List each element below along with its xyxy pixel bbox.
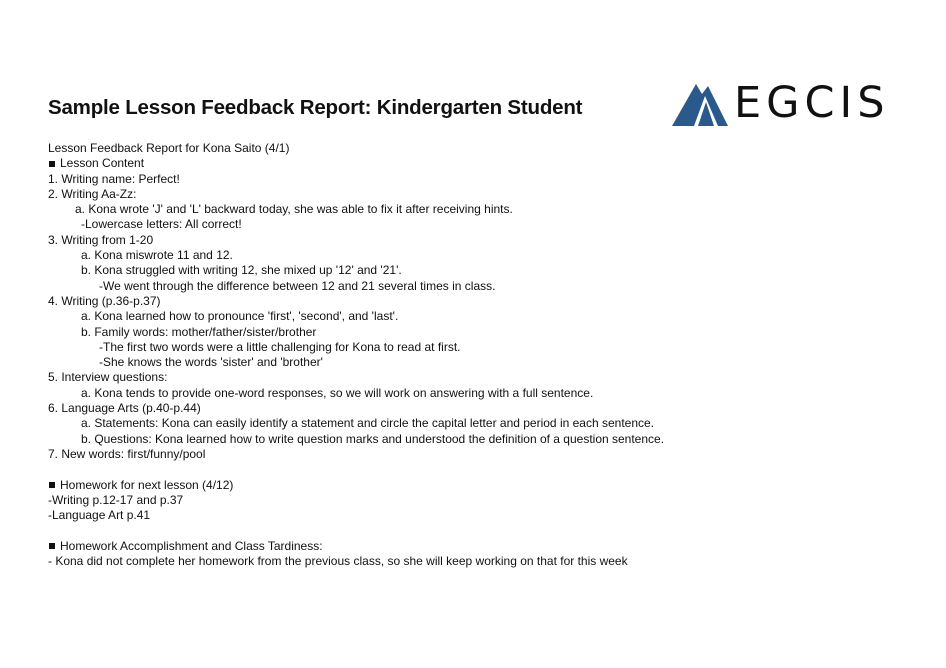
egcis-logo — [672, 80, 902, 128]
list-item: - Kona did not complete her homework from the previous class, so she will keep working on that for this week — [48, 554, 628, 569]
report-body — [48, 141, 908, 569]
square-bullet-icon — [49, 482, 55, 488]
list-item: b. Family words: mother/father/sister/brother — [81, 324, 317, 339]
list-item: 1. Writing name: Perfect! — [48, 171, 180, 186]
list-item: 4. Writing (p.36-p.37) — [48, 293, 161, 308]
list-item: 3. Writing from 1-20 — [48, 232, 154, 247]
list-item: -We went through the difference between 12 and 21 several times in class. — [99, 278, 496, 293]
page-title: Sample Lesson Feedback Report: Kindergarten Student — [48, 96, 583, 119]
section-homework: Homework for next lesson (4/12) — [48, 478, 908, 493]
section-lesson-content: Lesson Content — [48, 156, 908, 171]
list-item: a. Kona tends to provide one-word responses, so we will work on answering with a full sentence. — [81, 385, 594, 400]
list-item: a. Statements: Kona can easily identify a statement and circle the capital letter and period in each sentence. — [81, 416, 655, 431]
section-homework-accomplishment: Homework Accomplishment and Class Tardiness: — [48, 539, 908, 554]
list-item: 2. Writing Aa-Zz: — [48, 186, 137, 201]
list-item: -She knows the words 'sister' and 'brother' — [99, 355, 323, 370]
list-item: a. Kona learned how to pronounce 'first', 'second', and 'last'. — [81, 309, 399, 324]
list-item: -The first two words were a little challenging for Kona to read at first. — [99, 339, 461, 354]
list-item: 5. Interview questions: — [48, 370, 168, 385]
list-item: b. Kona struggled with writing 12, she mixed up '12' and '21'. — [81, 263, 402, 278]
list-item: a. Kona miswrote 11 and 12. — [81, 248, 233, 263]
square-bullet-icon — [49, 161, 55, 167]
list-item: b. Questions: Kona learned how to write question marks and understood the definition of a question sentence. — [81, 431, 665, 446]
mountain-logo-icon — [672, 80, 728, 126]
list-item: -Lowercase letters: All correct! — [81, 217, 242, 232]
list-item: a. Kona wrote 'J' and 'L' backward today, she was able to fix it after receiving hints. — [75, 202, 513, 217]
list-item: 6. Language Arts (p.40-p.44) — [48, 401, 201, 416]
list-item: -Writing p.12-17 and p.37 — [48, 492, 184, 507]
list-item: 7. New words: first/funny/pool — [48, 446, 206, 461]
list-item: -Language Art p.41 — [48, 508, 151, 523]
report-heading: Lesson Feedback Report for Kona Saito (4/1) — [48, 141, 290, 155]
square-bullet-icon — [49, 543, 55, 549]
logo-wordmark: EGCIS — [734, 78, 890, 128]
